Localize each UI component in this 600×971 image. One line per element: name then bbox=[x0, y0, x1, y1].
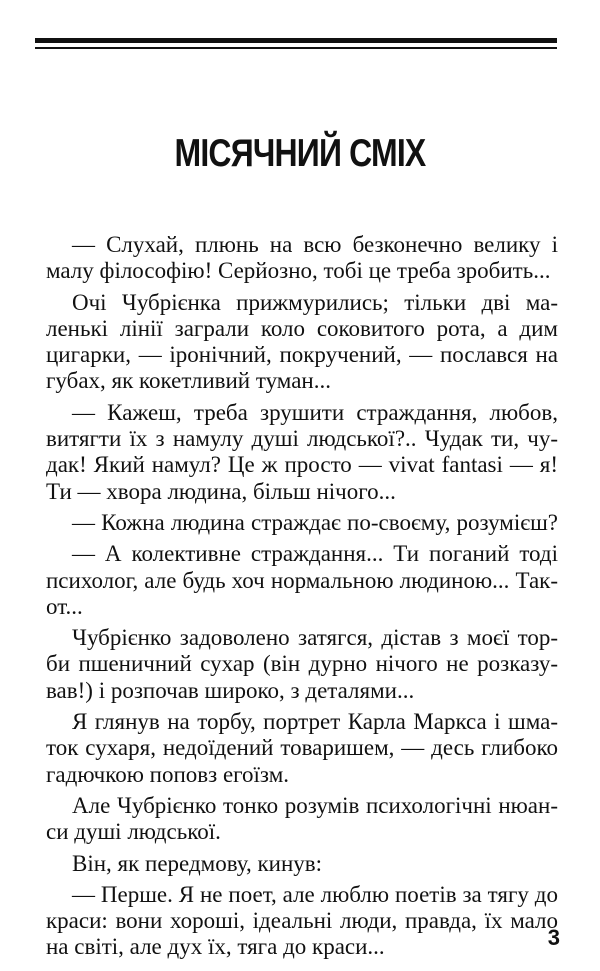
text-line: — Кожна людина страждає по-своєму, розумієш? bbox=[72, 509, 558, 535]
text-line: Але Чубрієнко тонко розумів психологічні нюан- bbox=[72, 792, 558, 818]
text-line: цигарки, — іронічний, покручений, — послався на bbox=[46, 342, 558, 368]
text-line: ленькі лінії заграли коло соковитого рота, а дим bbox=[46, 315, 558, 341]
text-line: дак! Який намул? Це ж просто — vivat fantasi — я! bbox=[46, 452, 558, 478]
text-line: Чубрієнко задоволено затягся, дістав з моєї тор- bbox=[72, 625, 558, 651]
text-line: Ти — хвора людина, більш нічого... bbox=[46, 478, 396, 504]
text-line: би пшеничний сухар (він дурно нічого не розказу- bbox=[46, 651, 558, 677]
text-line: вав!) і розпочав широко, з деталями... bbox=[46, 677, 415, 703]
text-line: — Перше. Я не поет, але люблю поетів за тягу до bbox=[72, 881, 558, 907]
text-line: — Слухай, плюнь на всю безконечно велику і bbox=[72, 232, 558, 257]
text-line: — А колективне страждання... Ти поганий тоді bbox=[72, 541, 558, 567]
text-line: малу філософію! Серйозно, тобі це треба зробить... bbox=[46, 258, 551, 284]
text-line: на світі, але дух їх, тяга до краси... bbox=[46, 934, 385, 960]
text-line: си душі людської. bbox=[46, 819, 221, 845]
text-line: Я глянув на торбу, портрет Карла Маркса і шма- bbox=[72, 709, 558, 735]
text-line: гадючкою поповз егоїзм. bbox=[46, 761, 289, 787]
text-line: — Кажеш, треба зрушити страждання, любов, bbox=[72, 399, 558, 425]
text-line: Очі Чубрієнка прижмурились; тільки дві ма- bbox=[72, 289, 558, 315]
text-line: губах, як кокетливий туман... bbox=[46, 368, 331, 394]
text-line: витягти їх з намулу душі людської?.. Чудак ти, чу- bbox=[46, 426, 558, 452]
text-line: краси: вони хороші, ідеальні люди, правда, їх мало bbox=[46, 908, 558, 934]
page-number: 3 bbox=[547, 925, 560, 950]
text-line: Він, як передмову, кинув: bbox=[72, 850, 323, 876]
text-line: от... bbox=[46, 593, 83, 619]
chapter-title: МІСЯЧНИЙ СМІХ bbox=[174, 132, 426, 175]
text-line: ток сухаря, недоїдений товаришем, — десь глибоко bbox=[46, 735, 558, 761]
header-rule-thin bbox=[35, 47, 557, 49]
header-rule-thick bbox=[35, 38, 557, 43]
body-text bbox=[46, 232, 558, 961]
text-line: психолог, але будь хоч нормальною людиною... Так- bbox=[46, 567, 558, 593]
